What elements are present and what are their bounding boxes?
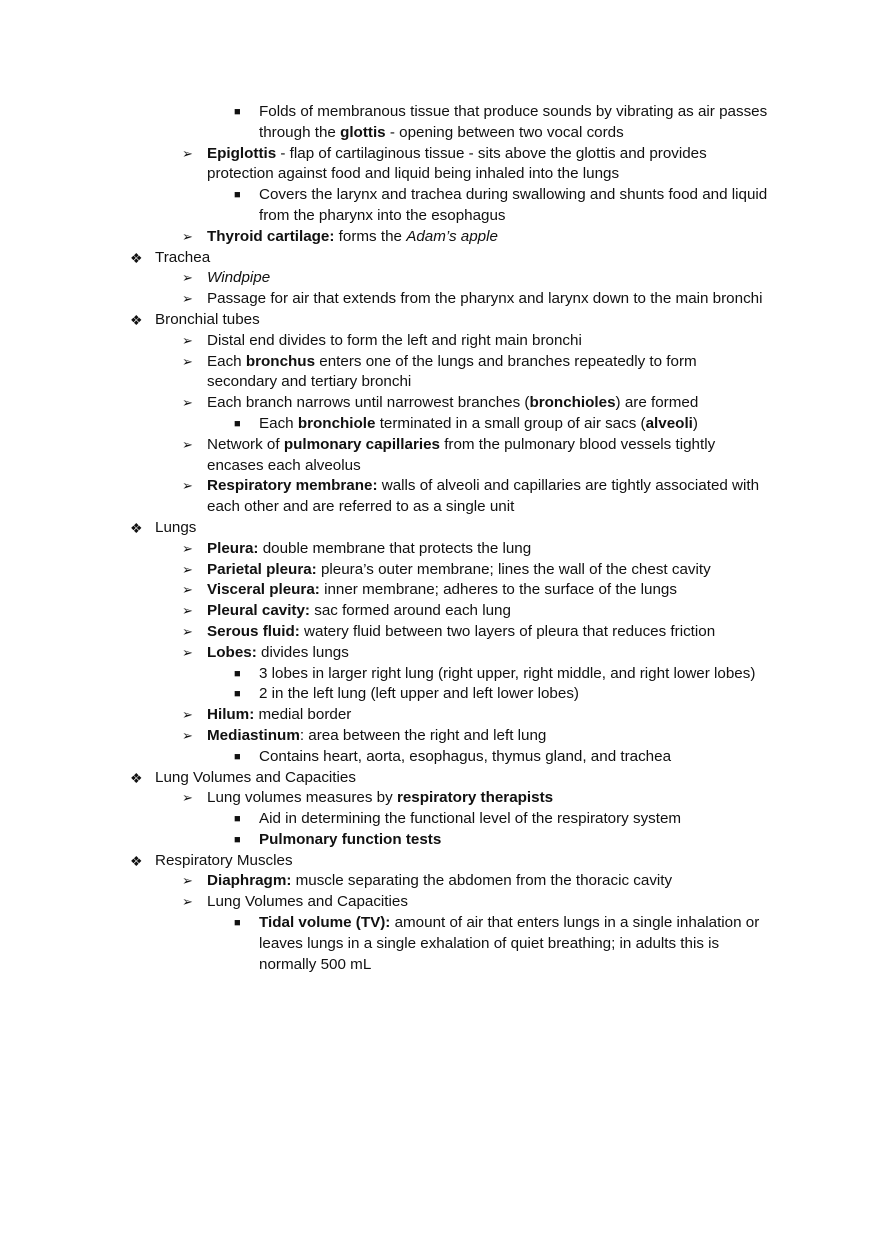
- bullet-icon: ■: [234, 813, 241, 826]
- outline-item-level-1: [0, 643, 880, 664]
- outline-item-text: [259, 414, 769, 435]
- bold-term: respiratory therapists: [396, 789, 554, 807]
- bullet-icon: ➢: [182, 145, 193, 161]
- outline-item-text: [155, 851, 755, 872]
- bullet-icon: ➢: [182, 623, 193, 639]
- bullet-icon: ❖: [130, 249, 143, 266]
- text-segment: Distal end divides to form the left and right main bronchi: [207, 331, 582, 349]
- outline-item-level-1: [0, 352, 880, 394]
- bullet-icon: ➢: [182, 332, 193, 348]
- outline-item-level-1: [0, 539, 880, 560]
- bold-term: Mediastinum: [207, 726, 300, 744]
- bullet-icon: ➢: [182, 540, 193, 556]
- bullet-icon: ➢: [182, 291, 193, 307]
- outline-item-level-1: [0, 726, 880, 747]
- text-segment: pleura’s outer membrane; lines the wall of the chest cavity: [316, 560, 711, 578]
- outline-item-level-1: [0, 289, 880, 310]
- text-segment: Respiratory Muscles: [155, 851, 293, 869]
- bold-term: Thyroid cartilage:: [207, 227, 335, 245]
- text-segment: Contains heart, aorta, esophagus, thymus gland, and trachea: [259, 747, 672, 765]
- outline-item-text: [207, 352, 767, 394]
- bullet-icon: ➢: [182, 478, 193, 494]
- bullet-icon: ■: [234, 189, 241, 202]
- bullet-icon: ➢: [182, 603, 193, 619]
- outline-item-text: [207, 892, 767, 913]
- outline-item-level-0: [0, 248, 880, 269]
- bullet-icon: ➢: [182, 582, 193, 598]
- bullet-icon: ➢: [182, 353, 193, 369]
- outline-item-text: [207, 539, 767, 560]
- outline-item-level-1: [0, 622, 880, 643]
- text-segment: watery fluid between two layers of pleura that reduces friction: [299, 622, 716, 640]
- bold-term: Pleura:: [207, 539, 259, 557]
- outline-item-level-1: [0, 601, 880, 622]
- bullet-icon: ■: [234, 417, 241, 430]
- outline-item-text: [207, 726, 767, 747]
- text-segment: terminated in a small group of air sacs (: [375, 414, 646, 432]
- bullet-icon: ➢: [182, 228, 193, 244]
- bold-term: bronchiole: [297, 414, 376, 432]
- outline-item-level-1: [0, 268, 880, 289]
- outline-item-text: [207, 268, 767, 289]
- bold-term: Epiglottis: [207, 144, 277, 162]
- outline-item-level-2: [0, 414, 880, 435]
- text-segment: Aid in determining the functional level of the respiratory system: [259, 810, 682, 828]
- bullet-icon: ■: [234, 917, 241, 930]
- text-segment: - opening between two vocal cords: [385, 123, 624, 141]
- bullet-icon: ➢: [182, 894, 193, 910]
- outline-item-level-1: [0, 705, 880, 726]
- text-segment: Each: [259, 414, 298, 432]
- bullet-icon: ➢: [182, 561, 193, 577]
- text-segment: double membrane that protects the lung: [258, 539, 532, 557]
- outline-item-level-1: [0, 331, 880, 352]
- outline-item-level-1: [0, 560, 880, 581]
- outline-item-level-1: [0, 892, 880, 913]
- text-segment: amount of air that enters lungs in a single inhalation or leaves lungs in a single exhalation of quiet breathing; in adults this is normally 500 mL: [259, 914, 760, 973]
- bullet-icon: ■: [234, 106, 241, 118]
- bullet-icon: ■: [234, 833, 241, 846]
- text-segment: sac formed around each lung: [310, 602, 511, 620]
- outline-item-level-1: [0, 476, 880, 518]
- bullet-icon: ➢: [182, 873, 193, 889]
- outline-item-level-2: [0, 102, 880, 144]
- outline-item-text: [155, 768, 755, 789]
- outline-item-text: [207, 289, 767, 310]
- outline-item-text: [259, 913, 769, 975]
- outline-item-text: [207, 788, 767, 809]
- bold-term: Serous fluid:: [207, 622, 300, 640]
- outline-item-text: [259, 102, 769, 144]
- bold-term: Hilum:: [207, 706, 255, 724]
- text-segment: medial border: [254, 706, 352, 724]
- outline-item-level-1: [0, 788, 880, 809]
- text-segment: Covers the larynx and trachea during swallowing and shunts food and liquid from the pharynx into the esophagus: [259, 186, 768, 224]
- outline-item-text: [207, 435, 767, 477]
- outline-item-text: [155, 248, 755, 269]
- outline-item-level-2: [0, 684, 880, 705]
- outline-item-text: [207, 227, 767, 248]
- text-segment: Passage for air that extends from the pharynx and larynx down to the main bronchi: [207, 290, 763, 308]
- outline-item-text: [259, 664, 769, 685]
- outline-item-text: [207, 622, 767, 643]
- bullet-icon: ■: [234, 750, 241, 763]
- text-segment: Each branch narrows until narrowest branches (: [207, 394, 530, 412]
- bold-term: alveoli: [645, 414, 693, 432]
- outline-list: [0, 102, 880, 975]
- outline-item-text: [207, 580, 767, 601]
- outline-item-text: [259, 747, 769, 768]
- outline-item-text: [259, 185, 769, 227]
- text-segment: 2 in the left lung (left upper and left lower lobes): [259, 685, 579, 703]
- text-segment: Lungs: [155, 518, 197, 536]
- outline-item-level-1: [0, 144, 880, 186]
- bullet-icon: ➢: [182, 436, 193, 452]
- text-segment: Trachea: [155, 248, 211, 266]
- text-segment: 3 lobes in larger right lung (right upper, right middle, and right lower lobes): [259, 664, 756, 682]
- outline-item-level-1: [0, 393, 880, 414]
- outline-item-level-1: [0, 871, 880, 892]
- text-segment: inner membrane; adheres to the surface of the lungs: [319, 581, 677, 599]
- outline-item-text: [207, 871, 767, 892]
- bold-term: Parietal pleura:: [207, 560, 317, 578]
- bold-term: Visceral pleura:: [207, 581, 320, 599]
- bullet-icon: ❖: [130, 852, 143, 869]
- text-segment: from the pulmonary blood vessels tightly encases each alveolus: [207, 435, 716, 474]
- outline-item-level-0: [0, 518, 880, 539]
- bullet-icon: ❖: [130, 519, 143, 536]
- text-segment: enters one of the lungs and branches repeatedly to form secondary and tertiary bronchi: [207, 352, 697, 391]
- italic-term: Windpipe: [207, 269, 271, 287]
- text-segment: ): [692, 414, 698, 432]
- text-segment: Lung volumes measures by: [207, 789, 397, 807]
- text-segment: Bronchial tubes: [155, 310, 260, 328]
- bullet-icon: ➢: [182, 395, 193, 411]
- bold-term: Tidal volume (TV):: [259, 914, 391, 932]
- outline-item-level-1: [0, 580, 880, 601]
- outline-item-text: [155, 310, 755, 331]
- outline-item-level-1: [0, 435, 880, 477]
- text-segment: muscle separating the abdomen from the thoracic cavity: [291, 872, 673, 890]
- outline-item-level-2: [0, 664, 880, 685]
- outline-item-text: [207, 643, 767, 664]
- text-segment: ) are formed: [615, 394, 699, 412]
- outline-item-text: [259, 809, 769, 830]
- bold-term: bronchus: [245, 352, 316, 370]
- outline-item-level-2: [0, 747, 880, 768]
- text-segment: divides lungs: [256, 643, 349, 661]
- outline-item-level-2: [0, 913, 880, 975]
- outline-item-level-2: [0, 809, 880, 830]
- bold-term: glottis: [340, 123, 386, 141]
- text-segment: Folds of membranous tissue that produce sounds by vibrating as air passes through the: [259, 103, 768, 141]
- bullet-icon: ➢: [182, 707, 193, 723]
- outline-item-text: [207, 601, 767, 622]
- outline-item-text: [259, 830, 769, 851]
- text-segment: Each: [207, 352, 246, 370]
- outline-item-text: [259, 684, 769, 705]
- outline-item-text: [207, 476, 767, 518]
- text-segment: Lung Volumes and Capacities: [207, 893, 408, 911]
- outline-item-level-0: [0, 768, 880, 789]
- text-segment: - flap of cartilaginous tissue - sits above the glottis and provides protection against food and liquid being inhaled into the lungs: [207, 144, 707, 183]
- bullet-icon: ■: [234, 667, 241, 680]
- bold-term: Diaphragm:: [207, 872, 292, 890]
- bullet-icon: ➢: [182, 727, 193, 743]
- outline-item-text: [207, 705, 767, 726]
- bold-term: Pulmonary function tests: [259, 830, 442, 848]
- outline-item-level-2: [0, 830, 880, 851]
- text-segment: Network of: [207, 435, 284, 453]
- text-segment: : area between the right and left lung: [299, 726, 547, 744]
- bullet-icon: ❖: [130, 311, 143, 328]
- text-segment: walls of alveoli and capillaries are tightly associated with each other and are referred to as a single unit: [207, 477, 760, 516]
- outline-item-text: [207, 331, 767, 352]
- outline-item-text: [207, 393, 767, 414]
- outline-item-level-0: [0, 310, 880, 331]
- bold-term: Pleural cavity:: [207, 602, 310, 620]
- outline-item-level-2: [0, 185, 880, 227]
- bullet-icon: ➢: [182, 790, 193, 806]
- bullet-icon: ➢: [182, 644, 193, 660]
- text-segment: Lung Volumes and Capacities: [155, 768, 356, 786]
- outline-item-text: [155, 518, 755, 539]
- outline-item-text: [207, 144, 767, 186]
- text-segment: forms the: [334, 227, 407, 245]
- outline-item-text: [207, 560, 767, 581]
- bullet-icon: ➢: [182, 270, 193, 286]
- outline-item-level-1: [0, 227, 880, 248]
- bullet-icon: ■: [234, 688, 241, 701]
- bold-term: bronchioles: [529, 394, 616, 412]
- bullet-icon: ❖: [130, 769, 143, 786]
- bold-term: pulmonary capillaries: [283, 435, 440, 453]
- bold-term: Respiratory membrane:: [207, 477, 378, 495]
- italic-term: Adam’s apple: [406, 227, 498, 245]
- outline-item-level-0: [0, 851, 880, 872]
- bold-term: Lobes:: [207, 643, 257, 661]
